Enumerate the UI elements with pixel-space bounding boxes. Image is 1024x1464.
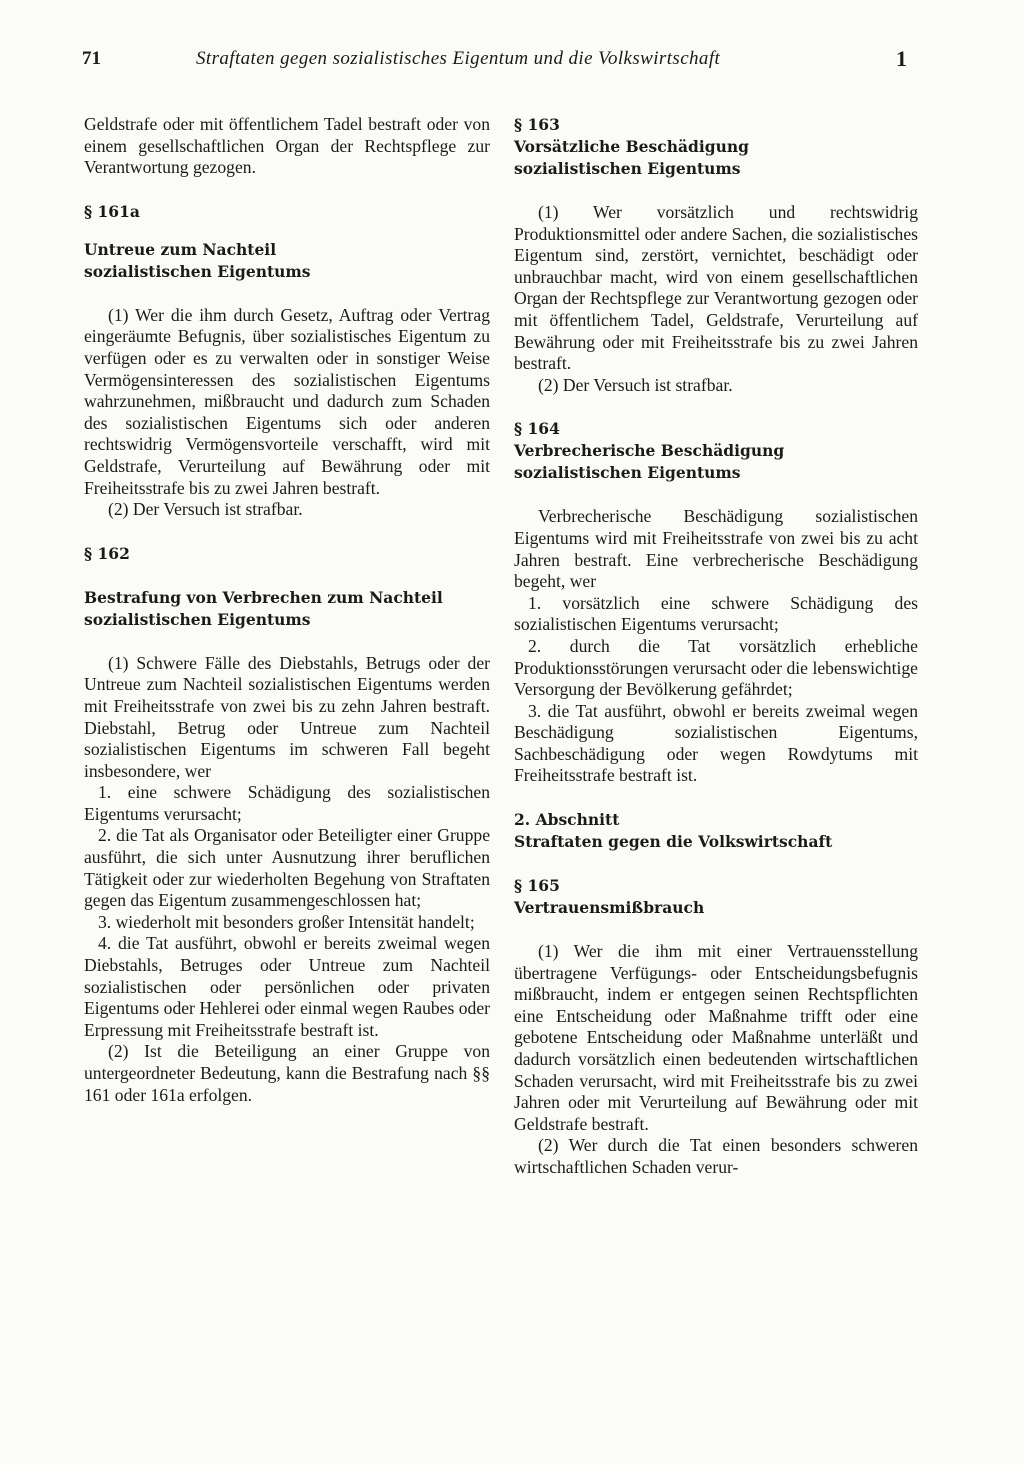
- list-item-162-1: 1. eine schwere Schädigung des sozialistischen Eigentums verursacht;: [84, 782, 490, 824]
- right-column: [514, 114, 918, 1179]
- section-number-161a: § 161a: [84, 201, 140, 221]
- page-number: 71: [82, 48, 101, 69]
- section-number-165: § 165: [514, 876, 560, 896]
- section-title-163-line1: Vorsätzliche Beschädigung: [514, 137, 749, 156]
- section-title-165: Vertrauensmißbrauch: [514, 898, 705, 918]
- section-number-162: § 162: [84, 543, 130, 563]
- list-item-162-3: 3. wiederholt mit besonders großer Intensität handelt;: [98, 911, 475, 932]
- list-item-164-3: 3. die Tat ausführt, obwohl er bereits zweimal wegen Beschädigung sozialistischen Eigentums, Sachbeschädigung oder wegen Rowdytums mit Freiheitsstrafe bestraft ist.: [514, 700, 918, 786]
- running-header: [0, 46, 1024, 76]
- section-number-164: § 164: [514, 419, 560, 439]
- paragraph-162-1: (1) Schwere Fälle des Diebstahls, Betrugs oder der Untreue zum Nachteil sozialistischen Eigentums werden mit Freiheitsstrafe von zwei bis zu zehn Jahren bestraft. Diebstahl, Betrug oder Untreue zum Nachteil sozialistischen Eigentums im schweren Fall begeht insbesondere, wer: [84, 652, 490, 781]
- section-title-164-line2: sozialistischen Eigentums: [514, 463, 741, 483]
- section-number-163: § 163: [514, 115, 560, 134]
- running-title: Straftaten gegen sozialistisches Eigentum und die Volkswirtschaft: [196, 48, 721, 69]
- section-title-164-line1: Verbrecherische Beschädigung: [514, 441, 785, 461]
- paragraph-164-1: Verbrecherische Beschädigung sozialistischen Eigentums wird mit Freiheitsstrafe von zwei bis zu acht Jahren bestraft. Eine verbrecherische Beschädigung begeht, wer: [514, 506, 918, 592]
- chapter-section-title: Straftaten gegen die Volkswirtschaft: [514, 832, 833, 852]
- left-column: [84, 114, 490, 1106]
- section-title-161a-line2: sozialistischen Eigentums: [84, 261, 311, 281]
- intro-paragraph: Geldstrafe oder mit öffentlichem Tadel bestraft oder von einem gesellschaftlichen Organ der Rechtspflege zur Verantwortung gezogen.: [84, 114, 490, 178]
- section-title-163-line2: sozialistischen Eigentums: [514, 159, 741, 178]
- paragraph-161a-2: (2) Der Versuch ist strafbar.: [108, 499, 303, 520]
- list-item-164-1: 1. vorsätzlich eine schwere Schädigung des sozialistischen Eigentums verursacht;: [514, 592, 918, 635]
- paragraph-165-2: (2) Wer durch die Tat einen besonders schweren wirtschaftlichen Schaden verur-: [514, 1135, 918, 1177]
- section-title-162-line2: sozialistischen Eigentums: [84, 609, 311, 629]
- section-title-162-line1: Bestrafung von Verbrechen zum Nachteil: [84, 587, 443, 607]
- section-title-161a-line1: Untreue zum Nachteil: [84, 239, 277, 259]
- list-item-164-2: 2. durch die Tat vorsätzlich erhebliche Produktionsstörungen verursacht oder die lebenswichtige Versorgung der Bevölkerung gefährdet;: [514, 635, 918, 700]
- paragraph-162-2: (2) Ist die Beteiligung an einer Gruppe von untergeordneter Bedeutung, kann die Bestrafung nach §§ 161 oder 161a erfolgen.: [84, 1041, 490, 1105]
- paragraph-163-1: (1) Wer vorsätzlich und rechtswidrig Produktionsmittel oder andere Sachen, die sozialistisches Eigentum sind, zerstört, vernichtet, beschädigt oder unbrauchbar macht, wird von einem gesellschaftlichen Organ der Rechtspflege zur Verantwortung gezogen oder mit öffentlichem Tadel, Geldstrafe, Verurteilung auf Bewährung oder mit Freiheitsstrafe bis zu zwei Jahren bestraft.: [514, 202, 918, 374]
- list-item-162-2: 2. die Tat als Organisator oder Beteiligter einer Gruppe ausführt, die sich unter Ausnutzung ihrer beruflichen Tätigkeit oder zur wiederholten Begehung von Straftaten gegen das Eigentum zusammengeschlossen hat;: [84, 825, 490, 911]
- chapter-number: 1: [896, 46, 907, 71]
- chapter-section-number: 2. Abschnitt: [514, 810, 620, 830]
- paragraph-165-1: (1) Wer die ihm mit einer Vertrauensstellung übertragene Verfügungs- oder Entscheidungsbefugnis mißbraucht, indem er entgegen seinen Rechtspflichten eine Entscheidung oder Maßnahme trifft oder eine gebotene Entscheidung oder Maßnahme unterläßt und dadurch vorsätzlich einen bedeutenden wirtschaftlichen Schaden verursacht, wird mit Freiheitsstrafe bis zu zwei Jahren oder mit Verurteilung auf Bewährung oder mit Geldstrafe bestraft.: [514, 941, 918, 1134]
- list-item-162-4: 4. die Tat ausführt, obwohl er bereits zweimal wegen Diebstahls, Betruges oder Untreue zum Nachteil sozialistischen oder persönlichen oder privaten Eigentums oder Hehlerei oder einmal wegen Raubes oder Erpressung mit Freiheitsstrafe bestraft ist.: [84, 933, 490, 1040]
- paragraph-161a-1: (1) Wer die ihm durch Gesetz, Auftrag oder Vertrag eingeräumte Befugnis, über sozialistisches Eigentum zu verfügen oder es zu verwalten oder in sonstiger Weise Vermögensinteressen des sozialistischen Eigentums wahrzunehmen, mißbraucht und dadurch zum Schaden des sozialistischen Eigentums sich oder anderen rechtswidrig Vermögensvorteile verschafft, wird mit Geldstrafe, Verurteilung auf Bewährung oder mit Freiheitsstrafe bis zu zwei Jahren bestraft.: [84, 304, 490, 498]
- paragraph-163-2: (2) Der Versuch ist strafbar.: [538, 374, 733, 395]
